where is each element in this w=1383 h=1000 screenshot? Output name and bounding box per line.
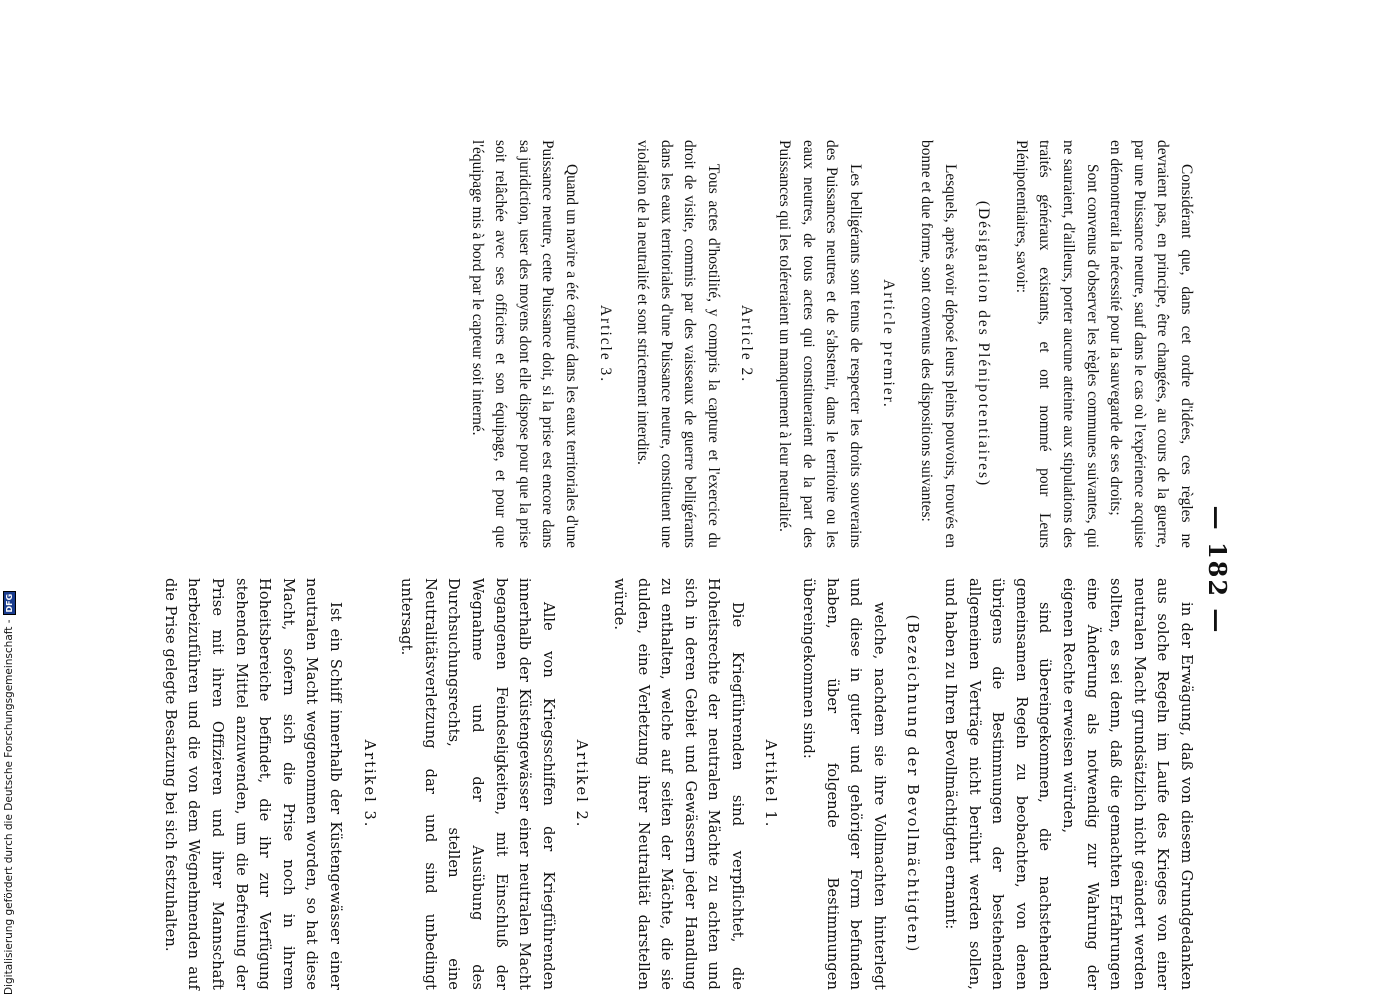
german-plenipotentiaries-heading: (Bezeichnung der Bevollmächtigten) [904, 614, 922, 954]
french-article-2-text: Tous actes d'hostilité, y compris la capture et l'exercice du droit de visite, commis par des vaisseaux de guerre belligérants dans les eaux territoriales d'une Puissance neutre, constituent une violation de la neutralité et sont strictement interdits. [634, 140, 722, 548]
german-article-1-heading: Artikel 1. [762, 739, 780, 829]
german-powers-paragraph: welche, nachdem sie ihre Vollmachten hinterlegt und diese in guter und gehöriger Form befunden haben, über folgende Bestimmungen übereingekommen sind: [800, 578, 888, 990]
dfg-logo-icon: DFG [3, 591, 16, 616]
french-article-2-heading: Article 2. [738, 304, 756, 384]
french-article-1-heading: Article premier. [880, 279, 898, 409]
german-preamble-paragraph: in der Erwägung, daß von diesem Grundgedanken aus solche Regeln im Laufe des Krieges von einer neutralen Macht grundsätzlich nicht geändert werden sollten, es sei denn, daß die gemachten Erfahrungen eine Änderung als notwendig zur Wahrung der eigenen Rechte erweisen würden, [1060, 578, 1195, 990]
french-plenipotentiaries-heading: (Désignation des Plénipotentiaires) [975, 200, 993, 488]
german-article-3-text: Ist ein Schiff innerhalb der Küstengewässer einer neutralen Macht weggenommen worden, so hat diese Macht, sofern sich die Prise noch in ihrem Hoheitsbereiche befindet, die ihr zur Verfügung stehenden Mittel anzuwenden, um die Befreiung der Prise mit ihren Offizieren und ihrer Mannschaft herbeizuführen und die von dem Wegnehmenden auf die Prise gelegte Besatzung bei sich festzuhalten. [161, 578, 344, 990]
german-article-3-heading: Artikel 3. [360, 739, 378, 829]
french-agreement-paragraph: Sont convenus d'observer les règles communes suivantes, qui ne sauraient, d'ailleurs, porter aucune atteinte aux stipulations des traités généraux existants, et ont nommé pour Leurs Plénipotentiaires, savoir: [1012, 140, 1101, 548]
french-article-1-text: Les belligérants sont tenus de respecter les droits souverains des Puissances neutres et de s'abstenir, dans le territoire ou les eaux neutres, de tous actes qui constitueraient de la part des Puissances qui les toléreraient un manquement à leur neutralité. [776, 140, 864, 548]
french-article-3-text: Quand un navire a été capturé dans les eaux territoriales d'une Puissance neutre, cette Puissance doit, si la prise est encore dans sa juridiction, user des moyens dont elle dispose pour que la prise soit relâchée avec ses officiers et son équipage, et pour que l'équipage mis à bord par le capteur soit interné. [468, 140, 580, 548]
page-number: — 182 — [1203, 505, 1232, 635]
french-article-3-heading: Article 3. [596, 304, 614, 384]
digitization-credit [2, 593, 16, 995]
french-column [465, 140, 1198, 548]
credit-text: Digitalisierung gefördert durch die Deutsche Forschungsgemeinschaft - [3, 619, 15, 995]
german-agreement-paragraph: sind übereingekommen, die nachstehenden gemeinsamen Regeln zu beobachten, von denen übrigens die Bestimmungen der bestehenden allgemeinen Verträge nicht berührt werden sollen, und haben zu Ihren Bevollmächtigten ernannt: [942, 578, 1054, 990]
german-column [158, 578, 1198, 990]
german-article-2-text: Alle von Kriegsschiffen der Kriegführenden innerhalb der Küstengewässer einer neutralen Macht begangenen Feindseligkeiten, mit Einschluß der Wegnahme und der Ausübung des Durchsuchungsrechts, stellen eine Neutralitätsverletzung dar und sind unbedingt untersagt. [398, 578, 557, 990]
german-article-1-text: Die Kriegführenden sind verpflichtet, die Hoheitsrechte der neutralen Mächte zu achten und sich in deren Gebiet und Gewässern jeder Handlung zu enthalten, welche auf seiten der Mächte, die sie dulden, eine Verletzung ihrer Neutralität darstellen würde. [610, 578, 746, 990]
french-preamble-paragraph: Considérant que, dans cet ordre d'idées, ces règles ne devraient pas, en principe, être changées, au cours de la guerre, par une Puissance neutre, sauf dans le cas où l'expérience acquise en démontrerait la nécessité pour la sauvegarde de ses droits; [1107, 140, 1195, 548]
french-powers-paragraph: Lesquels, après avoir déposé leurs pleins pouvoirs, trouvés en bonne et due forme, sont convenus des dispositions suivantes: [918, 140, 959, 548]
german-article-2-heading: Artikel 2. [573, 739, 591, 829]
rotated-page-content [150, 140, 1230, 1000]
